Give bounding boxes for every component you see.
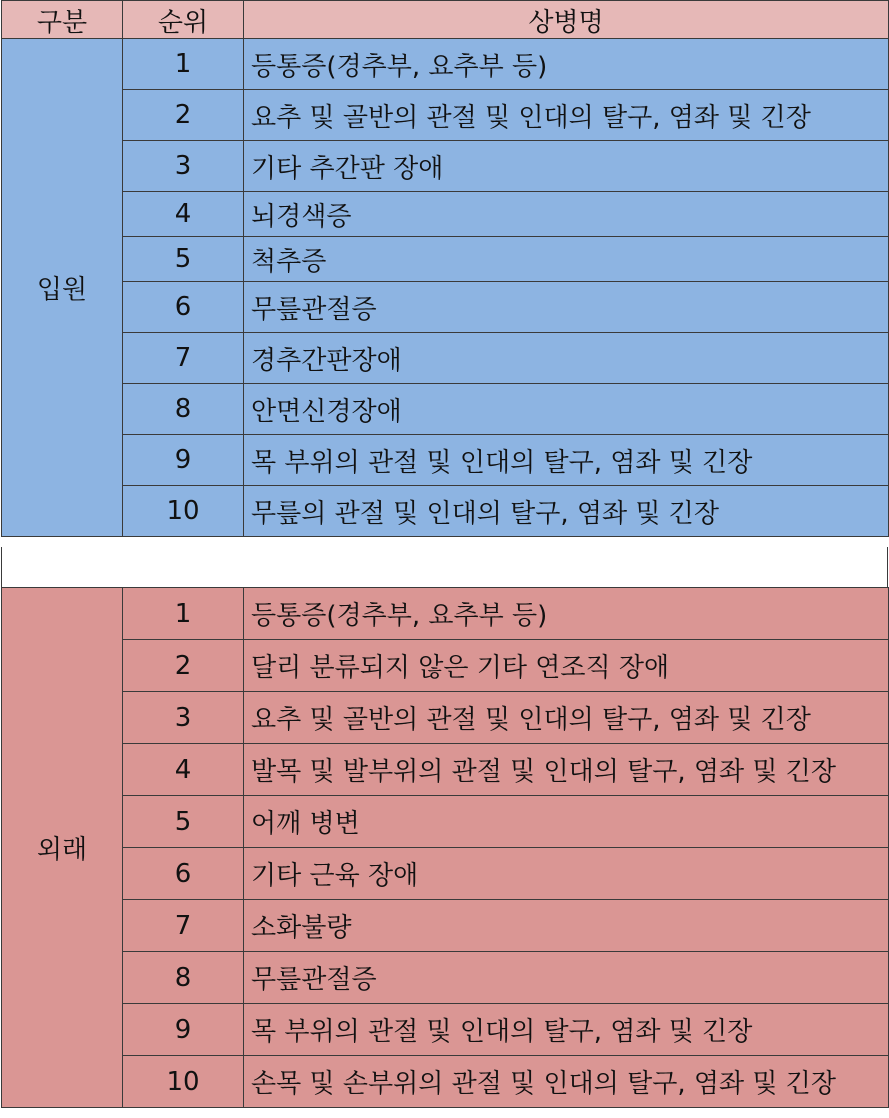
table-row (2, 90, 889, 141)
disease-name-cell: 달리 분류되지 않은 기타 연조직 장애 (244, 640, 889, 692)
table-row (2, 39, 889, 90)
disease-name-cell: 무릎관절증 (244, 952, 889, 1004)
rank-cell: 3 (123, 141, 244, 192)
disease-name-cell: 발목 및 발부위의 관절 및 인대의 탈구, 염좌 및 긴장 (244, 744, 889, 796)
header-category: 구분 (2, 1, 123, 40)
disease-name-cell: 요추 및 골반의 관절 및 인대의 탈구, 염좌 및 긴장 (244, 692, 889, 744)
disease-name-cell: 경추간판장애 (244, 333, 889, 384)
disease-name-cell: 소화불량 (244, 900, 889, 952)
rank-cell: 9 (123, 1004, 244, 1056)
section-gap (1, 547, 888, 587)
rank-cell: 5 (123, 237, 244, 282)
table-row (2, 848, 889, 900)
rank-cell: 7 (123, 333, 244, 384)
disease-name-cell: 기타 추간판 장애 (244, 141, 889, 192)
table-row (2, 1056, 889, 1108)
rank-cell: 10 (123, 486, 244, 537)
header-table (1, 0, 889, 40)
rank-cell: 3 (123, 692, 244, 744)
table-row (2, 435, 889, 486)
disease-name-cell: 손목 및 손부위의 관절 및 인대의 탈구, 염좌 및 긴장 (244, 1056, 889, 1108)
rank-cell: 10 (123, 1056, 244, 1108)
disease-name-cell: 등통증(경추부, 요추부 등) (244, 39, 889, 90)
rank-cell: 1 (123, 588, 244, 640)
table-row (2, 952, 889, 1004)
rank-cell: 6 (123, 282, 244, 333)
table-row (2, 1004, 889, 1056)
table-row (2, 744, 889, 796)
disease-name-cell: 무릎의 관절 및 인대의 탈구, 염좌 및 긴장 (244, 486, 889, 537)
rank-cell: 8 (123, 952, 244, 1004)
table-row (2, 237, 889, 282)
table-row (2, 282, 889, 333)
header-rank: 순위 (123, 1, 244, 40)
inpatient-table (1, 38, 889, 537)
rank-cell: 7 (123, 900, 244, 952)
disease-name-cell: 척추증 (244, 237, 889, 282)
disease-name-cell: 무릎관절증 (244, 282, 889, 333)
disease-name-cell: 안면신경장애 (244, 384, 889, 435)
disease-name-cell: 어깨 병변 (244, 796, 889, 848)
table-row (2, 141, 889, 192)
inpatient-group-label: 입원 (2, 39, 123, 537)
rank-cell: 1 (123, 39, 244, 90)
disease-name-cell: 등통증(경추부, 요추부 등) (244, 588, 889, 640)
rank-cell: 4 (123, 192, 244, 237)
header-disease: 상병명 (244, 1, 889, 40)
rank-cell: 8 (123, 384, 244, 435)
table-row (2, 588, 889, 640)
table-row (2, 900, 889, 952)
rank-cell: 2 (123, 90, 244, 141)
disease-name-cell: 뇌경색증 (244, 192, 889, 237)
table-row (2, 486, 889, 537)
rank-cell: 5 (123, 796, 244, 848)
disease-name-cell: 기타 근육 장애 (244, 848, 889, 900)
rank-cell: 4 (123, 744, 244, 796)
disease-name-cell: 요추 및 골반의 관절 및 인대의 탈구, 염좌 및 긴장 (244, 90, 889, 141)
outpatient-table (1, 587, 889, 1108)
outpatient-group-label: 외래 (2, 588, 123, 1108)
disease-name-cell: 목 부위의 관절 및 인대의 탈구, 염좌 및 긴장 (244, 435, 889, 486)
table-row (2, 692, 889, 744)
table-row (2, 796, 889, 848)
rank-cell: 9 (123, 435, 244, 486)
table-row (2, 192, 889, 237)
disease-name-cell: 목 부위의 관절 및 인대의 탈구, 염좌 및 긴장 (244, 1004, 889, 1056)
rank-cell: 2 (123, 640, 244, 692)
table-row (2, 333, 889, 384)
table-row (2, 384, 889, 435)
table-row (2, 640, 889, 692)
header-row (2, 1, 889, 40)
rank-cell: 6 (123, 848, 244, 900)
